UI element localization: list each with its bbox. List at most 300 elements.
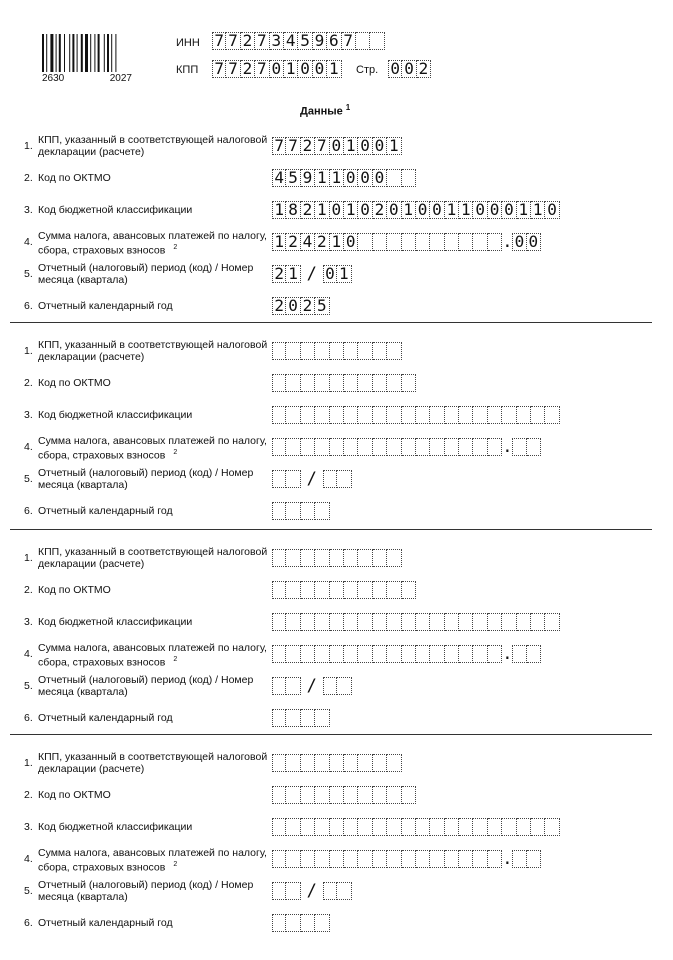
- digit-cell[interactable]: [373, 374, 387, 392]
- digit-cell[interactable]: [517, 613, 531, 631]
- digit-cell[interactable]: [337, 882, 351, 900]
- digit-cell[interactable]: [286, 677, 300, 695]
- digit-cell[interactable]: [358, 374, 372, 392]
- digit-cell[interactable]: [301, 502, 315, 520]
- digit-cell[interactable]: [473, 645, 487, 663]
- digit-cell[interactable]: [473, 438, 487, 456]
- digit-cell[interactable]: 1: [284, 60, 298, 78]
- digit-cell[interactable]: [344, 406, 358, 424]
- digit-cell[interactable]: [402, 818, 416, 836]
- digit-cell[interactable]: [286, 374, 300, 392]
- digit-cell[interactable]: [502, 406, 516, 424]
- field-input-oktmo[interactable]: [272, 786, 416, 804]
- digit-cell[interactable]: [358, 581, 372, 599]
- field-input-period[interactable]: [272, 470, 352, 488]
- digit-cell[interactable]: [373, 786, 387, 804]
- digit-cell[interactable]: [344, 786, 358, 804]
- digit-cell[interactable]: [272, 374, 286, 392]
- field-input-oktmo[interactable]: [272, 581, 416, 599]
- digit-cell[interactable]: [473, 233, 487, 251]
- digit-cell[interactable]: [416, 613, 430, 631]
- digit-cell[interactable]: [358, 613, 372, 631]
- digit-cell[interactable]: 1: [315, 169, 329, 187]
- digit-cell[interactable]: [272, 818, 286, 836]
- digit-cell[interactable]: [286, 581, 300, 599]
- digit-cell[interactable]: [387, 342, 401, 360]
- digit-cell[interactable]: [387, 549, 401, 567]
- digit-cell[interactable]: [512, 645, 526, 663]
- period-code[interactable]: [272, 470, 301, 488]
- digit-cell[interactable]: [459, 406, 473, 424]
- digit-cell[interactable]: [416, 850, 430, 868]
- digit-cell[interactable]: [286, 406, 300, 424]
- period-month[interactable]: [323, 470, 352, 488]
- digit-cell[interactable]: 0: [358, 137, 372, 155]
- digit-cell[interactable]: 7: [226, 32, 240, 50]
- digit-cell[interactable]: [301, 850, 315, 868]
- digit-cell[interactable]: 7: [315, 137, 329, 155]
- digit-cell[interactable]: [430, 818, 444, 836]
- digit-cell[interactable]: [373, 850, 387, 868]
- digit-cell[interactable]: 1: [344, 137, 358, 155]
- digit-cell[interactable]: [387, 374, 401, 392]
- digit-cell[interactable]: [272, 754, 286, 772]
- digit-cell[interactable]: 2: [241, 32, 255, 50]
- digit-cell[interactable]: [286, 342, 300, 360]
- digit-cell[interactable]: 5: [286, 169, 300, 187]
- digit-cell[interactable]: [545, 406, 559, 424]
- digit-cell[interactable]: [330, 786, 344, 804]
- page-number-field[interactable]: [388, 60, 431, 78]
- digit-cell[interactable]: [387, 850, 401, 868]
- digit-cell[interactable]: [416, 406, 430, 424]
- digit-cell[interactable]: 5: [298, 32, 312, 50]
- digit-cell[interactable]: [545, 818, 559, 836]
- digit-cell[interactable]: [272, 786, 286, 804]
- digit-cell[interactable]: 7: [342, 32, 356, 50]
- field-input-sum[interactable]: [272, 438, 541, 456]
- digit-cell[interactable]: [272, 677, 286, 695]
- digit-cell[interactable]: [344, 754, 358, 772]
- digit-cell[interactable]: [488, 850, 502, 868]
- digit-cell[interactable]: 1: [272, 201, 286, 219]
- digit-cell[interactable]: 0: [323, 265, 337, 283]
- digit-cell[interactable]: [330, 549, 344, 567]
- digit-cell[interactable]: [445, 818, 459, 836]
- digit-cell[interactable]: [301, 438, 315, 456]
- digit-cell[interactable]: [330, 645, 344, 663]
- digit-cell[interactable]: 2: [301, 201, 315, 219]
- digit-cell[interactable]: [315, 818, 329, 836]
- digit-cell[interactable]: [445, 406, 459, 424]
- digit-cell[interactable]: [488, 406, 502, 424]
- digit-cell[interactable]: [315, 645, 329, 663]
- digit-cell[interactable]: 7: [226, 60, 240, 78]
- digit-cell[interactable]: [356, 32, 370, 50]
- period-code[interactable]: [272, 265, 301, 283]
- digit-cell[interactable]: [344, 438, 358, 456]
- digit-cell[interactable]: 4: [284, 32, 298, 50]
- sum-integer-part[interactable]: [272, 850, 502, 868]
- digit-cell[interactable]: [473, 818, 487, 836]
- digit-cell[interactable]: 9: [301, 169, 315, 187]
- digit-cell[interactable]: [430, 613, 444, 631]
- digit-cell[interactable]: 0: [502, 201, 516, 219]
- digit-cell[interactable]: [344, 850, 358, 868]
- sum-integer-part[interactable]: [272, 645, 502, 663]
- field-input-period[interactable]: [272, 265, 352, 283]
- digit-cell[interactable]: 2: [241, 60, 255, 78]
- digit-cell[interactable]: [527, 850, 541, 868]
- digit-cell[interactable]: 0: [388, 60, 402, 78]
- digit-cell[interactable]: [286, 470, 300, 488]
- field-input-kpp[interactable]: [272, 549, 402, 567]
- digit-cell[interactable]: [517, 406, 531, 424]
- digit-cell[interactable]: 1: [387, 137, 401, 155]
- digit-cell[interactable]: [445, 438, 459, 456]
- digit-cell[interactable]: [416, 438, 430, 456]
- digit-cell[interactable]: [373, 438, 387, 456]
- digit-cell[interactable]: [445, 850, 459, 868]
- field-input-sum[interactable]: [272, 233, 541, 251]
- digit-cell[interactable]: 0: [330, 201, 344, 219]
- digit-cell[interactable]: 1: [517, 201, 531, 219]
- field-input-kbk[interactable]: [272, 406, 560, 424]
- digit-cell[interactable]: [272, 882, 286, 900]
- digit-cell[interactable]: [301, 786, 315, 804]
- digit-cell[interactable]: 0: [545, 201, 559, 219]
- digit-cell[interactable]: [286, 549, 300, 567]
- sum-fraction-part[interactable]: [512, 645, 541, 663]
- digit-cell[interactable]: 7: [212, 60, 226, 78]
- digit-cell[interactable]: [330, 818, 344, 836]
- digit-cell[interactable]: 8: [286, 201, 300, 219]
- digit-cell[interactable]: [373, 233, 387, 251]
- digit-cell[interactable]: [330, 754, 344, 772]
- field-input-year[interactable]: [272, 297, 330, 315]
- digit-cell[interactable]: [272, 470, 286, 488]
- digit-cell[interactable]: [344, 581, 358, 599]
- digit-cell[interactable]: [373, 342, 387, 360]
- digit-cell[interactable]: [531, 406, 545, 424]
- digit-cell[interactable]: [387, 786, 401, 804]
- digit-cell[interactable]: [387, 818, 401, 836]
- digit-cell[interactable]: [387, 169, 401, 187]
- digit-cell[interactable]: [330, 406, 344, 424]
- digit-cell[interactable]: [416, 818, 430, 836]
- kpp-field[interactable]: [212, 60, 342, 78]
- digit-cell[interactable]: [430, 233, 444, 251]
- field-input-kpp[interactable]: [272, 137, 402, 155]
- digit-cell[interactable]: [387, 406, 401, 424]
- digit-cell[interactable]: [330, 850, 344, 868]
- digit-cell[interactable]: [301, 914, 315, 932]
- digit-cell[interactable]: 2: [315, 233, 329, 251]
- field-input-period[interactable]: [272, 677, 352, 695]
- digit-cell[interactable]: [344, 818, 358, 836]
- period-month[interactable]: [323, 265, 352, 283]
- digit-cell[interactable]: [315, 502, 329, 520]
- digit-cell[interactable]: [301, 613, 315, 631]
- digit-cell[interactable]: [286, 709, 300, 727]
- digit-cell[interactable]: [531, 613, 545, 631]
- digit-cell[interactable]: 7: [212, 32, 226, 50]
- digit-cell[interactable]: [286, 502, 300, 520]
- digit-cell[interactable]: [430, 406, 444, 424]
- digit-cell[interactable]: [387, 613, 401, 631]
- period-code[interactable]: [272, 882, 301, 900]
- digit-cell[interactable]: [358, 549, 372, 567]
- digit-cell[interactable]: [315, 406, 329, 424]
- digit-cell[interactable]: [286, 914, 300, 932]
- digit-cell[interactable]: [517, 818, 531, 836]
- digit-cell[interactable]: 6: [327, 32, 341, 50]
- sum-fraction-part[interactable]: [512, 438, 541, 456]
- digit-cell[interactable]: 1: [531, 201, 545, 219]
- digit-cell[interactable]: [344, 613, 358, 631]
- digit-cell[interactable]: [512, 850, 526, 868]
- digit-cell[interactable]: [337, 677, 351, 695]
- field-input-year[interactable]: [272, 914, 330, 932]
- digit-cell[interactable]: 4: [301, 233, 315, 251]
- digit-cell[interactable]: [373, 549, 387, 567]
- digit-cell[interactable]: 7: [272, 137, 286, 155]
- sum-fraction-part[interactable]: [512, 233, 541, 251]
- field-input-kbk[interactable]: [272, 818, 560, 836]
- digit-cell[interactable]: [272, 709, 286, 727]
- digit-cell[interactable]: [459, 438, 473, 456]
- digit-cell[interactable]: 0: [286, 297, 300, 315]
- digit-cell[interactable]: [315, 374, 329, 392]
- digit-cell[interactable]: [416, 645, 430, 663]
- digit-cell[interactable]: 0: [527, 233, 541, 251]
- digit-cell[interactable]: [286, 613, 300, 631]
- inn-field[interactable]: [212, 32, 385, 50]
- field-input-year[interactable]: [272, 502, 330, 520]
- digit-cell[interactable]: [358, 645, 372, 663]
- digit-cell[interactable]: [488, 233, 502, 251]
- digit-cell[interactable]: [286, 438, 300, 456]
- field-input-year[interactable]: [272, 709, 330, 727]
- digit-cell[interactable]: [301, 645, 315, 663]
- digit-cell[interactable]: [373, 613, 387, 631]
- digit-cell[interactable]: 1: [459, 201, 473, 219]
- digit-cell[interactable]: [545, 613, 559, 631]
- digit-cell[interactable]: [402, 169, 416, 187]
- digit-cell[interactable]: [488, 645, 502, 663]
- digit-cell[interactable]: 2: [301, 137, 315, 155]
- digit-cell[interactable]: 0: [430, 201, 444, 219]
- sum-integer-part[interactable]: [272, 438, 502, 456]
- field-input-kbk[interactable]: [272, 201, 560, 219]
- digit-cell[interactable]: [272, 645, 286, 663]
- period-month[interactable]: [323, 882, 352, 900]
- digit-cell[interactable]: [323, 470, 337, 488]
- digit-cell[interactable]: [315, 613, 329, 631]
- digit-cell[interactable]: 2: [272, 265, 286, 283]
- digit-cell[interactable]: 0: [313, 60, 327, 78]
- digit-cell[interactable]: [473, 850, 487, 868]
- digit-cell[interactable]: 7: [255, 60, 269, 78]
- digit-cell[interactable]: [402, 581, 416, 599]
- digit-cell[interactable]: [286, 818, 300, 836]
- digit-cell[interactable]: [459, 818, 473, 836]
- digit-cell[interactable]: 0: [488, 201, 502, 219]
- digit-cell[interactable]: [473, 406, 487, 424]
- digit-cell[interactable]: 0: [298, 60, 312, 78]
- digit-cell[interactable]: [488, 613, 502, 631]
- digit-cell[interactable]: [387, 645, 401, 663]
- digit-cell[interactable]: [387, 754, 401, 772]
- digit-cell[interactable]: [272, 342, 286, 360]
- digit-cell[interactable]: 1: [315, 201, 329, 219]
- digit-cell[interactable]: 7: [286, 137, 300, 155]
- field-input-kpp[interactable]: [272, 754, 402, 772]
- digit-cell[interactable]: 1: [286, 265, 300, 283]
- digit-cell[interactable]: [531, 818, 545, 836]
- digit-cell[interactable]: 3: [270, 32, 284, 50]
- digit-cell[interactable]: [330, 613, 344, 631]
- digit-cell[interactable]: [445, 645, 459, 663]
- digit-cell[interactable]: 2: [373, 201, 387, 219]
- digit-cell[interactable]: [402, 438, 416, 456]
- digit-cell[interactable]: [323, 882, 337, 900]
- digit-cell[interactable]: [473, 613, 487, 631]
- digit-cell[interactable]: [301, 709, 315, 727]
- digit-cell[interactable]: 0: [330, 137, 344, 155]
- digit-cell[interactable]: [301, 581, 315, 599]
- digit-cell[interactable]: [430, 645, 444, 663]
- digit-cell[interactable]: [315, 786, 329, 804]
- digit-cell[interactable]: 0: [358, 169, 372, 187]
- sum-fraction-part[interactable]: [512, 850, 541, 868]
- field-input-sum[interactable]: [272, 645, 541, 663]
- field-input-kbk[interactable]: [272, 613, 560, 631]
- digit-cell[interactable]: [527, 645, 541, 663]
- digit-cell[interactable]: 0: [358, 201, 372, 219]
- digit-cell[interactable]: [272, 502, 286, 520]
- digit-cell[interactable]: [373, 645, 387, 663]
- digit-cell[interactable]: [301, 406, 315, 424]
- digit-cell[interactable]: [330, 342, 344, 360]
- field-input-kpp[interactable]: [272, 342, 402, 360]
- digit-cell[interactable]: [301, 342, 315, 360]
- digit-cell[interactable]: [315, 709, 329, 727]
- field-input-period[interactable]: [272, 882, 352, 900]
- digit-cell[interactable]: [301, 754, 315, 772]
- digit-cell[interactable]: [402, 374, 416, 392]
- digit-cell[interactable]: 0: [270, 60, 284, 78]
- field-input-oktmo[interactable]: [272, 374, 416, 392]
- digit-cell[interactable]: 0: [416, 201, 430, 219]
- digit-cell[interactable]: 0: [473, 201, 487, 219]
- digit-cell[interactable]: 9: [313, 32, 327, 50]
- digit-cell[interactable]: 1: [344, 201, 358, 219]
- digit-cell[interactable]: [286, 645, 300, 663]
- digit-cell[interactable]: [512, 438, 526, 456]
- digit-cell[interactable]: [373, 818, 387, 836]
- digit-cell[interactable]: [286, 754, 300, 772]
- digit-cell[interactable]: [387, 233, 401, 251]
- digit-cell[interactable]: [286, 850, 300, 868]
- digit-cell[interactable]: [416, 233, 430, 251]
- digit-cell[interactable]: [286, 882, 300, 900]
- digit-cell[interactable]: [373, 406, 387, 424]
- period-code[interactable]: [272, 677, 301, 695]
- digit-cell[interactable]: 0: [387, 201, 401, 219]
- digit-cell[interactable]: [459, 850, 473, 868]
- digit-cell[interactable]: [315, 549, 329, 567]
- digit-cell[interactable]: [459, 613, 473, 631]
- digit-cell[interactable]: 0: [344, 233, 358, 251]
- digit-cell[interactable]: 7: [255, 32, 269, 50]
- digit-cell[interactable]: 0: [402, 60, 416, 78]
- digit-cell[interactable]: [402, 613, 416, 631]
- digit-cell[interactable]: [459, 645, 473, 663]
- digit-cell[interactable]: [402, 786, 416, 804]
- digit-cell[interactable]: [272, 914, 286, 932]
- digit-cell[interactable]: [315, 850, 329, 868]
- digit-cell[interactable]: [430, 850, 444, 868]
- digit-cell[interactable]: [330, 374, 344, 392]
- digit-cell[interactable]: [323, 677, 337, 695]
- digit-cell[interactable]: 1: [402, 201, 416, 219]
- field-input-sum[interactable]: [272, 850, 541, 868]
- digit-cell[interactable]: [358, 438, 372, 456]
- digit-cell[interactable]: [387, 438, 401, 456]
- digit-cell[interactable]: [272, 613, 286, 631]
- digit-cell[interactable]: [430, 438, 444, 456]
- digit-cell[interactable]: [337, 470, 351, 488]
- field-input-oktmo[interactable]: [272, 169, 416, 187]
- digit-cell[interactable]: 2: [272, 297, 286, 315]
- digit-cell[interactable]: [373, 754, 387, 772]
- digit-cell[interactable]: [387, 581, 401, 599]
- digit-cell[interactable]: [315, 581, 329, 599]
- digit-cell[interactable]: [344, 342, 358, 360]
- digit-cell[interactable]: [315, 342, 329, 360]
- digit-cell[interactable]: [272, 850, 286, 868]
- digit-cell[interactable]: 0: [373, 137, 387, 155]
- digit-cell[interactable]: 2: [286, 233, 300, 251]
- digit-cell[interactable]: [301, 374, 315, 392]
- digit-cell[interactable]: [315, 914, 329, 932]
- digit-cell[interactable]: [402, 850, 416, 868]
- digit-cell[interactable]: 1: [330, 233, 344, 251]
- digit-cell[interactable]: [344, 549, 358, 567]
- digit-cell[interactable]: 5: [315, 297, 329, 315]
- digit-cell[interactable]: 2: [417, 60, 431, 78]
- digit-cell[interactable]: [502, 818, 516, 836]
- digit-cell[interactable]: [402, 233, 416, 251]
- digit-cell[interactable]: [358, 786, 372, 804]
- digit-cell[interactable]: [445, 613, 459, 631]
- digit-cell[interactable]: [344, 645, 358, 663]
- digit-cell[interactable]: [358, 754, 372, 772]
- digit-cell[interactable]: [344, 374, 358, 392]
- digit-cell[interactable]: [358, 342, 372, 360]
- digit-cell[interactable]: [459, 233, 473, 251]
- digit-cell[interactable]: [330, 581, 344, 599]
- digit-cell[interactable]: 1: [327, 60, 341, 78]
- digit-cell[interactable]: [272, 406, 286, 424]
- digit-cell[interactable]: [402, 645, 416, 663]
- digit-cell[interactable]: 1: [330, 169, 344, 187]
- digit-cell[interactable]: [315, 438, 329, 456]
- digit-cell[interactable]: [272, 438, 286, 456]
- digit-cell[interactable]: [445, 233, 459, 251]
- digit-cell[interactable]: [272, 549, 286, 567]
